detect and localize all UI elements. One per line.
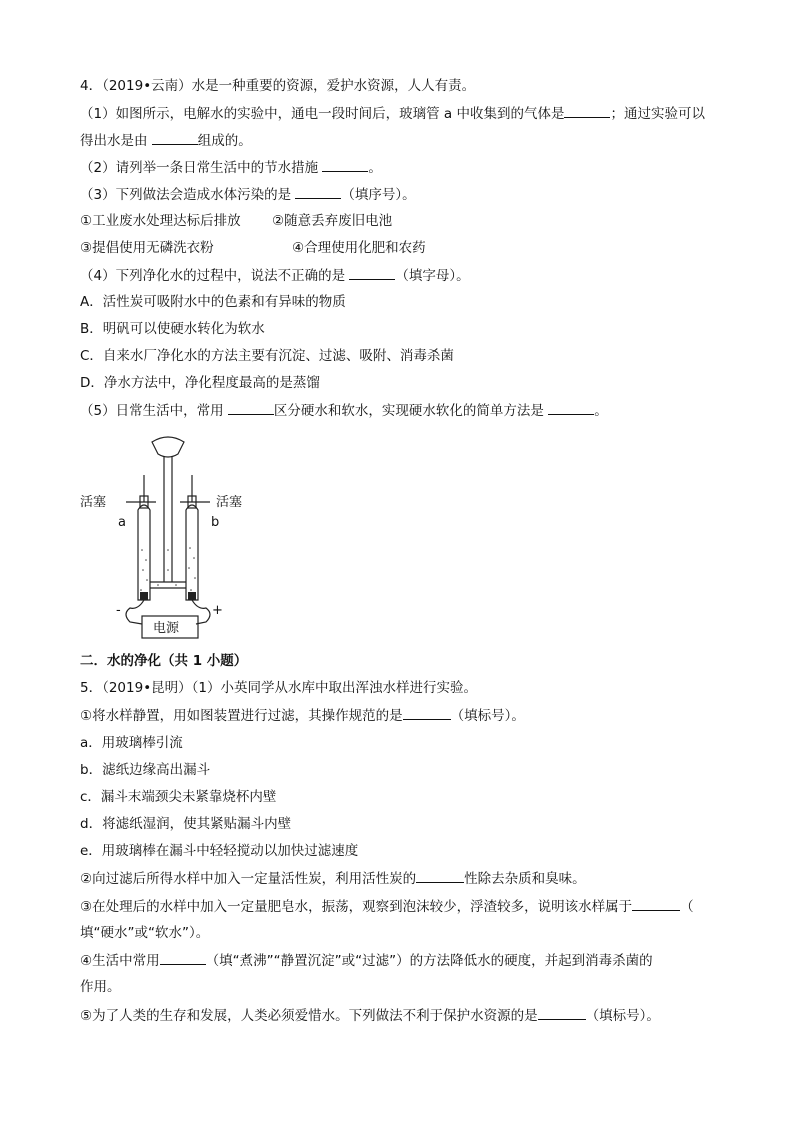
q5-step3-end: （ bbox=[680, 899, 694, 915]
label-positive: + bbox=[212, 603, 223, 618]
q5-step5-text: ⑤为了人类的生存和发展，人类必须爱惜水。下列做法不利于保护水资源的是 bbox=[80, 1008, 538, 1024]
answer-blank[interactable] bbox=[322, 158, 368, 172]
answer-blank[interactable] bbox=[349, 266, 395, 280]
q5-step5-end: （填标号）。 bbox=[585, 1008, 660, 1024]
answer-blank[interactable] bbox=[295, 185, 341, 199]
tube-a bbox=[138, 505, 150, 600]
q5-option-b: b．滤纸边缘高出漏斗 bbox=[80, 762, 211, 778]
q5-step3-cont: 填“硬水”或“软水”）。 bbox=[80, 925, 210, 941]
q4-choice-b: B．明矾可以使硬水转化为软水 bbox=[80, 321, 265, 337]
label-stopcock-left: 活塞 bbox=[80, 495, 107, 510]
q4-part4-text: （4）下列净化水的过程中，说法不正确的是 bbox=[80, 268, 350, 284]
answer-blank[interactable] bbox=[632, 897, 680, 911]
q4-choice-a: A．活性炭可吸附水中的色素和有异味的物质 bbox=[80, 294, 346, 310]
electrode-left bbox=[140, 592, 148, 600]
answer-blank[interactable] bbox=[160, 951, 206, 965]
section2-heading: 二．水的净化（共 1 小题） bbox=[80, 653, 248, 669]
q4-part1-line1 bbox=[80, 104, 705, 123]
q4-part2 bbox=[80, 158, 382, 177]
q4-option-1: ①工业废水处理达标后排放 bbox=[80, 213, 241, 229]
q4-part1-text-c: 得出水是由 bbox=[80, 133, 152, 149]
q5-option-e: e．用玻璃棒在漏斗中轻轻搅动以加快过滤速度 bbox=[80, 843, 359, 859]
q4-part5-text-b: 区分硬水和软水，实现硬水软化的简单方法是 bbox=[273, 403, 549, 419]
q4-part3-end: （填序号）。 bbox=[341, 187, 416, 203]
answer-blank[interactable] bbox=[564, 104, 610, 118]
q5-step1 bbox=[80, 706, 525, 725]
q5-step4 bbox=[80, 951, 653, 970]
q5-step3-text: ③在处理后的水样中加入一定量肥皂水，振荡，观察到泡沫较少，浮渣较多，说明该水样属于 bbox=[80, 899, 633, 915]
answer-blank[interactable] bbox=[228, 401, 274, 415]
q5-step3 bbox=[80, 897, 694, 916]
q5-step2-text: ②向过滤后所得水样中加入一定量活性炭，利用活性炭的 bbox=[80, 871, 417, 887]
q5-step2 bbox=[80, 869, 586, 888]
q4-part5-text-a: （5）日常生活中，常用 bbox=[80, 403, 228, 419]
q4-part1-text-a: （1）如图所示，电解水的实验中，通电一段时间后，玻璃管 a 中收集到的气体是 bbox=[80, 106, 565, 122]
q5-step1-text: ①将水样静置，用如图装置进行过滤，其操作规范的是 bbox=[80, 708, 403, 724]
q5-step4-end: （填“煮沸”“静置沉淀”或“过滤”）的方法降低水的硬度，并起到消毒杀菌的 bbox=[205, 953, 653, 969]
label-power: 电源 bbox=[153, 621, 180, 636]
q4-options-row2 bbox=[80, 239, 426, 257]
q4-option-3: ③提倡使用无磷洗衣粉 bbox=[80, 240, 214, 256]
q5-option-c: c．漏斗末端颈尖未紧靠烧杯内壁 bbox=[80, 789, 277, 805]
q4-part3 bbox=[80, 185, 416, 204]
label-tube-a: a bbox=[118, 515, 126, 530]
q4-part3-text: （3）下列做法会造成水体污染的是 bbox=[80, 187, 296, 203]
q4-part2-end: 。 bbox=[368, 160, 382, 176]
q4-options-row1 bbox=[80, 212, 393, 230]
label-tube-b: b bbox=[211, 515, 220, 530]
q4-part1-line2 bbox=[80, 131, 252, 150]
q5-step4-text: ④生活中常用 bbox=[80, 953, 160, 969]
answer-blank[interactable] bbox=[548, 401, 594, 415]
q5-title: 5．（2019•昆明）（1）小英同学从水库中取出浑浊水样进行实验。 bbox=[80, 680, 477, 696]
q5-option-a: a．用玻璃棒引流 bbox=[80, 735, 183, 751]
q4-part1-text-d: 组成的。 bbox=[197, 133, 252, 149]
q5-step1-end: （填标号）。 bbox=[450, 708, 525, 724]
answer-blank[interactable] bbox=[152, 131, 198, 145]
q4-option-4: ④合理使用化肥和农药 bbox=[292, 240, 426, 256]
q4-part4-end: （填字母）。 bbox=[395, 268, 470, 284]
q4-part4 bbox=[80, 266, 470, 285]
q4-part5-end: 。 bbox=[594, 403, 608, 419]
electrolysis-apparatus-diagram bbox=[78, 430, 258, 640]
q5-step5 bbox=[80, 1006, 660, 1025]
q4-part2-text: （2）请列举一条日常生活中的节水措施 bbox=[80, 160, 323, 176]
q5-option-d: d．将滤纸湿润，使其紧贴漏斗内壁 bbox=[80, 816, 292, 832]
q4-choice-c: C．自来水厂净化水的方法主要有沉淀、过滤、吸附、消毒杀菌 bbox=[80, 348, 454, 364]
answer-blank[interactable] bbox=[416, 869, 464, 883]
electrode-right bbox=[188, 592, 196, 600]
answer-blank[interactable] bbox=[403, 706, 451, 720]
label-stopcock-right: 活塞 bbox=[216, 495, 243, 510]
q4-part1-text-b: ；通过实验可以 bbox=[610, 106, 705, 122]
q4-title: 4．（2019•云南）水是一种重要的资源，爱护水资源，人人有责。 bbox=[80, 78, 476, 94]
q4-part5 bbox=[80, 401, 608, 420]
q5-step4-cont: 作用。 bbox=[80, 979, 121, 995]
q5-step2-end: 性除去杂质和臭味。 bbox=[464, 871, 586, 887]
q4-choice-d: D．净水方法中，净化程度最高的是蒸馏 bbox=[80, 375, 320, 391]
tube-b bbox=[186, 505, 198, 600]
q4-option-2: ②随意丢弃废旧电池 bbox=[272, 213, 393, 229]
answer-blank[interactable] bbox=[538, 1006, 586, 1020]
label-negative: - bbox=[116, 603, 121, 618]
reservoir-bulb bbox=[152, 437, 184, 457]
